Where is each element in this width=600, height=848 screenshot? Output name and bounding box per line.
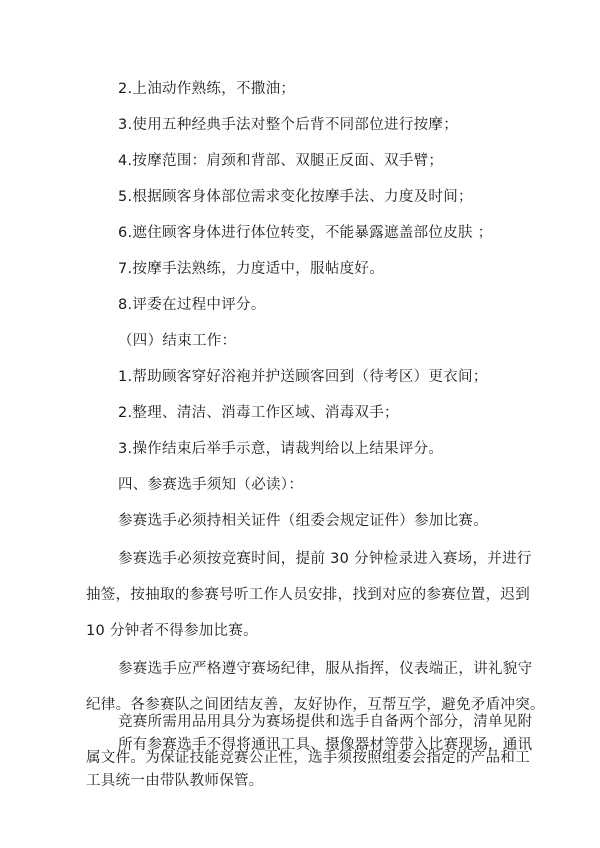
paragraph-line: 参赛选手必须按竞赛时间，提前 30 分钟检录进入赛场，并进行 — [118, 551, 532, 567]
paragraph-line: 抽签，按抽取的参赛号听工作人员安排，找到对应的参赛位置，迟到 — [86, 587, 530, 603]
text-line: 3.使用五种经典手法对整个后背不同部位进行按摩； — [118, 117, 459, 133]
text-line: 1.帮助顾客穿好浴袍并护送顾客回到（待考区）更衣间； — [118, 369, 488, 385]
text-line: 2.整理、清洁、消毒工作区域、消毒双手； — [118, 405, 399, 421]
paragraph-line: 参赛选手应严格遵守赛场纪律，服从指挥，仪表端正，讲礼貌守 — [118, 661, 533, 677]
text-line: 参赛选手必须持相关证件（组委会规定证件）参加比赛。 — [118, 513, 488, 529]
paragraph-line: 工具统一由带队教师保管。 — [86, 773, 264, 789]
paragraph-line: 所有参赛选手不得将通讯工具、摄像器材等带入比赛现场，通讯 — [118, 737, 533, 753]
text-line: 5.根据顾客身体部位需求变化按摩手法、力度及时间； — [118, 189, 473, 205]
section-heading: （四）结束工作： — [118, 333, 237, 349]
section-heading: 四、参赛选手须知（必读）： — [118, 477, 304, 493]
paragraph-line: 纪律。各参赛队之间团结友善，友好协作，互帮互学，避免矛盾冲突。 — [86, 697, 545, 713]
text-line: 4.按摩范围：肩颈和背部、双腿正反面、双手臂； — [118, 153, 444, 169]
paragraph-line: 属文件。为保证技能竞赛公正性，选手须按照组委会指定的产品和工 — [86, 750, 530, 766]
text-line: 8.评委在过程中评分。 — [118, 297, 266, 313]
text-line: 6.遮住顾客身体进行体位转变，不能暴露遮盖部位皮肤 ； — [118, 225, 493, 241]
paragraph-line: 10 分钟者不得参加比赛。 — [86, 623, 258, 639]
text-line: 7.按摩手法熟练，力度适中，服帖度好。 — [118, 261, 385, 277]
text-line: 3.操作结束后举手示意，请裁判给以上结果评分。 — [118, 441, 444, 457]
paragraph-line: 竞赛所需用品用具分为赛场提供和选手自备两个部分，清单见附 — [118, 714, 533, 730]
text-line: 2.上油动作熟练，不撒油； — [118, 81, 296, 97]
